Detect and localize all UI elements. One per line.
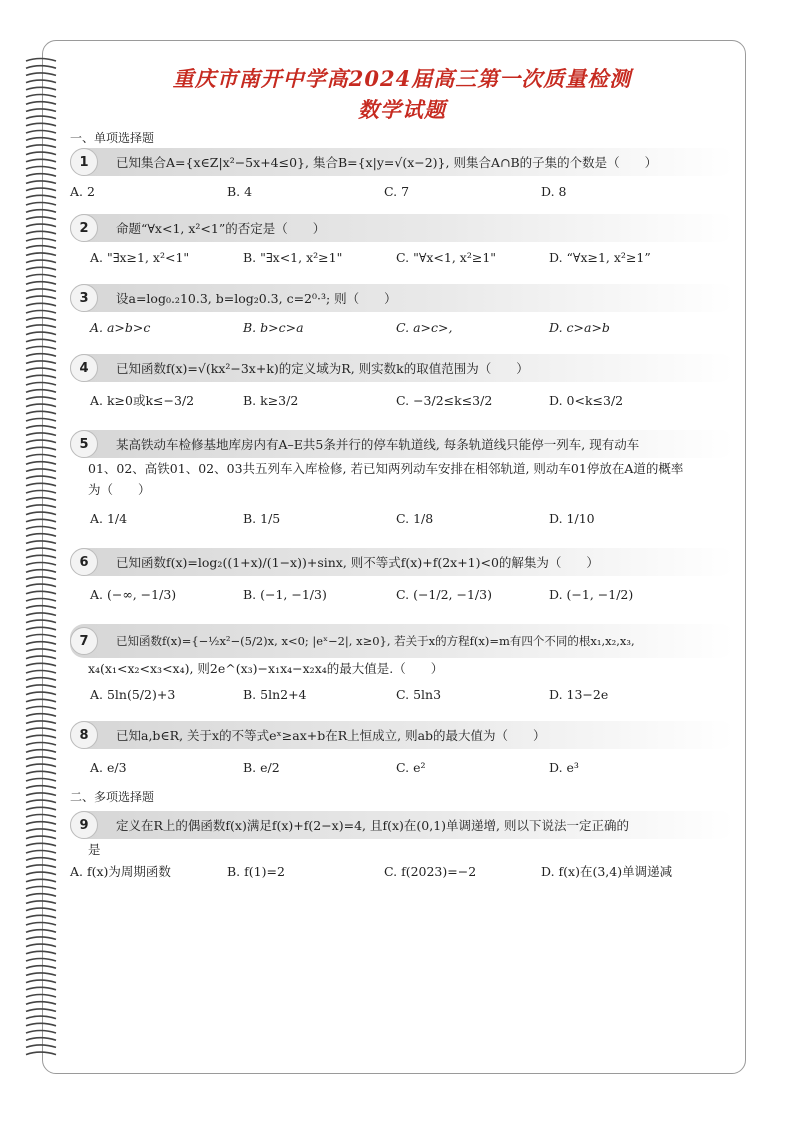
spiral-ring [26, 411, 56, 414]
spiral-ring [26, 685, 56, 688]
question-number-badge: 1 [70, 148, 98, 176]
option-d: D. f(x)在(3,4)单调递减 [541, 864, 673, 879]
spiral-ring [26, 771, 56, 774]
spiral-ring [26, 980, 56, 983]
option-b: B. b>c>a [243, 319, 304, 335]
spiral-ring [26, 433, 56, 436]
spiral-ring [26, 887, 56, 890]
spiral-ring [26, 966, 56, 969]
spiral-ring [26, 822, 56, 825]
spiral-ring [26, 224, 56, 227]
option-d: D. 8 [541, 183, 567, 199]
question-number-badge: 4 [70, 354, 98, 382]
spiral-ring [26, 325, 56, 328]
spiral-ring [26, 995, 56, 998]
spiral-ring [26, 167, 56, 170]
spiral-ring [26, 750, 56, 753]
option-b: B. "∃x<1, x²≥1" [243, 249, 343, 265]
spiral-ring [26, 829, 56, 832]
options-row [70, 176, 734, 206]
spiral-ring [26, 563, 56, 566]
options-row [70, 860, 734, 882]
spiral-ring [26, 915, 56, 918]
spiral-ring [26, 95, 56, 98]
options-row [90, 382, 734, 418]
spiral-ring [26, 800, 56, 803]
question-text-continued: 为（ ） [88, 482, 151, 497]
question-3 [70, 284, 734, 342]
spiral-ring [26, 318, 56, 321]
spiral-ring [26, 735, 56, 738]
spiral-ring [26, 275, 56, 278]
question-number-badge: 8 [70, 721, 98, 749]
question-text: 已知a,b∈R, 关于x的不等式eˣ≥ax+b在R上恒成立, 则ab的最大值为（ ） [116, 728, 546, 743]
option-a: A. 1/4 [90, 510, 128, 526]
spiral-ring [26, 944, 56, 947]
spiral-ring [26, 332, 56, 335]
question-text-continued: 01、02、高铁01、02、03共五列车入库检修, 若已知两列动车安排在相邻轨道, 则动车01停放在A道的概率 [88, 461, 684, 476]
spiral-ring [26, 743, 56, 746]
spiral-ring [26, 815, 56, 818]
spiral-binding [22, 54, 62, 1060]
spiral-ring [26, 1045, 56, 1048]
question-6 [70, 548, 734, 612]
spiral-ring [26, 692, 56, 695]
question-text: 设a=log₀.₂10.3, b=log₂0.3, c=2⁰·³; 则（ ） [116, 291, 397, 306]
spiral-ring [26, 613, 56, 616]
option-a: A. "∃x≥1, x²<1" [90, 249, 190, 265]
spiral-ring [26, 577, 56, 580]
spiral-ring [26, 80, 56, 83]
spiral-ring [26, 930, 56, 933]
spiral-ring [26, 656, 56, 659]
spiral-ring [26, 858, 56, 861]
option-d: D. 13−2e [549, 686, 609, 702]
option-c: C. a>c>, [396, 319, 453, 335]
question-text-continued: x₄(x₁<x₂<x₃<x₄), 则2e^(x₃)−x₁x₄−x₂x₄的最大值是.（ ） [88, 661, 444, 676]
option-c: C. f(2023)=−2 [384, 863, 477, 879]
spiral-ring [26, 851, 56, 854]
spiral-ring [26, 419, 56, 422]
question-text: 定义在R上的偶函数f(x)满足f(x)+f(2−x)=4, 且f(x)在(0,1)单调递增, 则以下说法一定正确的 [116, 818, 629, 833]
spiral-ring [26, 296, 56, 299]
option-c: C. 1/8 [396, 510, 434, 526]
spiral-ring [26, 267, 56, 270]
question-header [70, 624, 734, 658]
spiral-ring [26, 721, 56, 724]
options-row [90, 576, 734, 612]
spiral-ring [26, 239, 56, 242]
spiral-ring [26, 534, 56, 537]
spiral-ring [26, 116, 56, 119]
option-a: A. a>b>c [90, 319, 151, 335]
question-text: 已知函数f(x)=√(kx²−3x+k)的定义域为R, 则实数k的取值范围为（ ） [116, 361, 529, 376]
spiral-ring [26, 635, 56, 638]
spiral-ring [26, 195, 56, 198]
spiral-ring [26, 253, 56, 256]
spiral-ring [26, 476, 56, 479]
spiral-ring [26, 368, 56, 371]
spiral-ring [26, 872, 56, 875]
question-header [70, 430, 734, 458]
question-1 [70, 148, 734, 206]
question-text: 已知函数f(x)={−½x²−(5/2)x, x<0; |eˣ−2|, x≥0}, 若关于x的方程f(x)=m有四个不同的根x₁,x₂,x₃, [116, 634, 635, 648]
spiral-ring [26, 498, 56, 501]
spiral-ring [26, 728, 56, 731]
spiral-ring [26, 217, 56, 220]
spiral-ring [26, 440, 56, 443]
spiral-ring [26, 123, 56, 126]
option-d: D. “∀x≥1, x²≥1” [549, 249, 651, 265]
spiral-ring [26, 289, 56, 292]
spiral-ring [26, 519, 56, 522]
spiral-ring [26, 678, 56, 681]
exam-content [70, 62, 734, 1062]
spiral-ring [26, 599, 56, 602]
section-single-choice: 一、单项选择题 [70, 131, 155, 145]
spiral-ring [26, 505, 56, 508]
spiral-ring [26, 404, 56, 407]
spiral-ring [26, 174, 56, 177]
spiral-ring [26, 152, 56, 155]
question-2 [70, 214, 734, 272]
spiral-ring [26, 1031, 56, 1034]
spiral-ring [26, 699, 56, 702]
question-number-badge: 9 [70, 811, 98, 839]
spiral-ring [26, 339, 56, 342]
spiral-ring [26, 555, 56, 558]
option-c: C. e² [396, 759, 426, 775]
option-b: B. 5ln2+4 [243, 686, 307, 702]
spiral-ring [26, 131, 56, 134]
option-a: A. e/3 [90, 759, 127, 775]
spiral-ring [26, 937, 56, 940]
spiral-ring [26, 361, 56, 364]
question-header [70, 148, 734, 176]
option-b: B. 4 [227, 183, 253, 199]
question-number-badge: 7 [70, 627, 98, 655]
option-b: B. f(1)=2 [227, 863, 285, 879]
spiral-ring [26, 807, 56, 810]
spiral-ring [26, 426, 56, 429]
spiral-ring [26, 159, 56, 162]
spiral-ring [26, 354, 56, 357]
spiral-ring [26, 462, 56, 465]
option-b: B. k≥3/2 [243, 392, 299, 408]
spiral-ring [26, 707, 56, 710]
question-header [70, 548, 734, 576]
spiral-ring [26, 311, 56, 314]
question-number-badge: 5 [70, 430, 98, 458]
spiral-ring [26, 570, 56, 573]
spiral-ring [26, 260, 56, 263]
spiral-ring [26, 901, 56, 904]
spiral-ring [26, 188, 56, 191]
question-text: 命题“∀x<1, x²<1”的否定是（ ） [116, 221, 326, 236]
spiral-ring [26, 671, 56, 674]
options-row [90, 312, 734, 342]
spiral-ring [26, 865, 56, 868]
option-a: A. 2 [70, 183, 95, 199]
spiral-ring [26, 347, 56, 350]
question-4 [70, 354, 734, 418]
option-d: D. 1/10 [549, 510, 595, 526]
option-d: D. c>a>b [549, 319, 610, 335]
question-text: 已知函数f(x)=log₂((1+x)/(1−x))+sinx, 则不等式f(x)+f(2x+1)<0的解集为（ ） [116, 555, 599, 570]
spiral-ring [26, 649, 56, 652]
question-header [70, 811, 734, 839]
spiral-ring [26, 66, 56, 69]
option-c: C. −3/2≤k≤3/2 [396, 392, 493, 408]
spiral-ring [26, 894, 56, 897]
question-text: 某高铁动车检修基地库房内有A–E共5条并行的停车轨道线, 每条轨道线只能停一列车, 现有动车 [116, 437, 640, 452]
spiral-ring [26, 512, 56, 515]
spiral-ring [26, 1038, 56, 1041]
spiral-ring [26, 642, 56, 645]
spiral-ring [26, 447, 56, 450]
spiral-ring [26, 908, 56, 911]
question-7 [70, 624, 734, 709]
option-c: C. 7 [384, 183, 410, 199]
options-row [90, 679, 734, 709]
option-a: A. f(x)为周期函数 [70, 864, 171, 879]
spiral-ring [26, 606, 56, 609]
spiral-ring [26, 1009, 56, 1012]
spiral-ring [26, 1016, 56, 1019]
spiral-ring [26, 145, 56, 148]
question-number-badge: 3 [70, 284, 98, 312]
spiral-ring [26, 620, 56, 623]
spiral-ring [26, 951, 56, 954]
spiral-ring [26, 527, 56, 530]
spiral-ring [26, 843, 56, 846]
spiral-ring [26, 1023, 56, 1026]
question-header [70, 721, 734, 749]
option-c: C. "∀x<1, x²≥1" [396, 249, 497, 265]
spiral-ring [26, 1052, 56, 1055]
spiral-ring [26, 584, 56, 587]
spiral-ring [26, 627, 56, 630]
spiral-ring [26, 879, 56, 882]
question-header [70, 284, 734, 312]
question-9 [70, 811, 734, 882]
spiral-ring [26, 375, 56, 378]
question-header [70, 354, 734, 382]
option-a: A. k≥0或k≤−3/2 [90, 393, 195, 408]
spiral-ring [26, 455, 56, 458]
spiral-ring [26, 203, 56, 206]
question-5 [70, 430, 734, 536]
spiral-ring [26, 836, 56, 839]
spiral-ring [26, 231, 56, 234]
spiral-ring [26, 109, 56, 112]
spiral-ring [26, 303, 56, 306]
option-b: B. 1/5 [243, 510, 281, 526]
question-text: 已知集合A={x∈Z|x²−5x+4≤0}, 集合B={x|y=√(x−2)}, 则集合A∩B的子集的个数是（ ） [116, 155, 658, 170]
spiral-ring [26, 757, 56, 760]
spiral-ring [26, 483, 56, 486]
spiral-ring [26, 282, 56, 285]
options-row [90, 749, 734, 785]
question-number-badge: 6 [70, 548, 98, 576]
option-d: D. e³ [549, 759, 579, 775]
spiral-ring [26, 793, 56, 796]
option-d: D. (−1, −1/2) [549, 586, 634, 602]
option-a: A. 5ln(5/2)+3 [90, 686, 176, 702]
spiral-ring [26, 987, 56, 990]
option-c: C. 5ln3 [396, 686, 442, 702]
spiral-ring [26, 102, 56, 105]
spiral-ring [26, 923, 56, 926]
spiral-ring [26, 786, 56, 789]
question-header [70, 214, 734, 242]
spiral-ring [26, 663, 56, 666]
question-number-badge: 2 [70, 214, 98, 242]
spiral-ring [26, 390, 56, 393]
option-d: D. 0<k≤3/2 [549, 392, 624, 408]
spiral-ring [26, 246, 56, 249]
spiral-ring [26, 541, 56, 544]
exam-title-line2: 数学试题 [358, 97, 446, 122]
option-b: B. (−1, −1/3) [243, 586, 327, 602]
spiral-ring [26, 469, 56, 472]
option-c: C. (−1/2, −1/3) [396, 586, 492, 602]
spiral-ring [26, 764, 56, 767]
spiral-ring [26, 73, 56, 76]
exam-title-line1: 重庆市南开中学高2024届高三第一次质量检测 [172, 66, 632, 91]
spiral-ring [26, 591, 56, 594]
spiral-ring [26, 59, 56, 62]
option-b: B. e/2 [243, 759, 280, 775]
spiral-ring [26, 397, 56, 400]
spiral-ring [26, 959, 56, 962]
spiral-ring [26, 1002, 56, 1005]
spiral-ring [26, 181, 56, 184]
spiral-ring [26, 779, 56, 782]
spiral-ring [26, 210, 56, 213]
spiral-ring [26, 973, 56, 976]
options-row [90, 500, 734, 536]
question-text-continued: 是 [88, 842, 101, 857]
spiral-ring [26, 138, 56, 141]
question-8 [70, 721, 734, 785]
options-row [90, 242, 734, 272]
spiral-ring [26, 491, 56, 494]
spiral-ring [26, 87, 56, 90]
spiral-ring [26, 714, 56, 717]
spiral-ring [26, 383, 56, 386]
spiral-ring [26, 548, 56, 551]
section-multi-choice: 二、多项选择题 [70, 790, 155, 804]
option-a: A. (−∞, −1/3) [90, 586, 177, 602]
